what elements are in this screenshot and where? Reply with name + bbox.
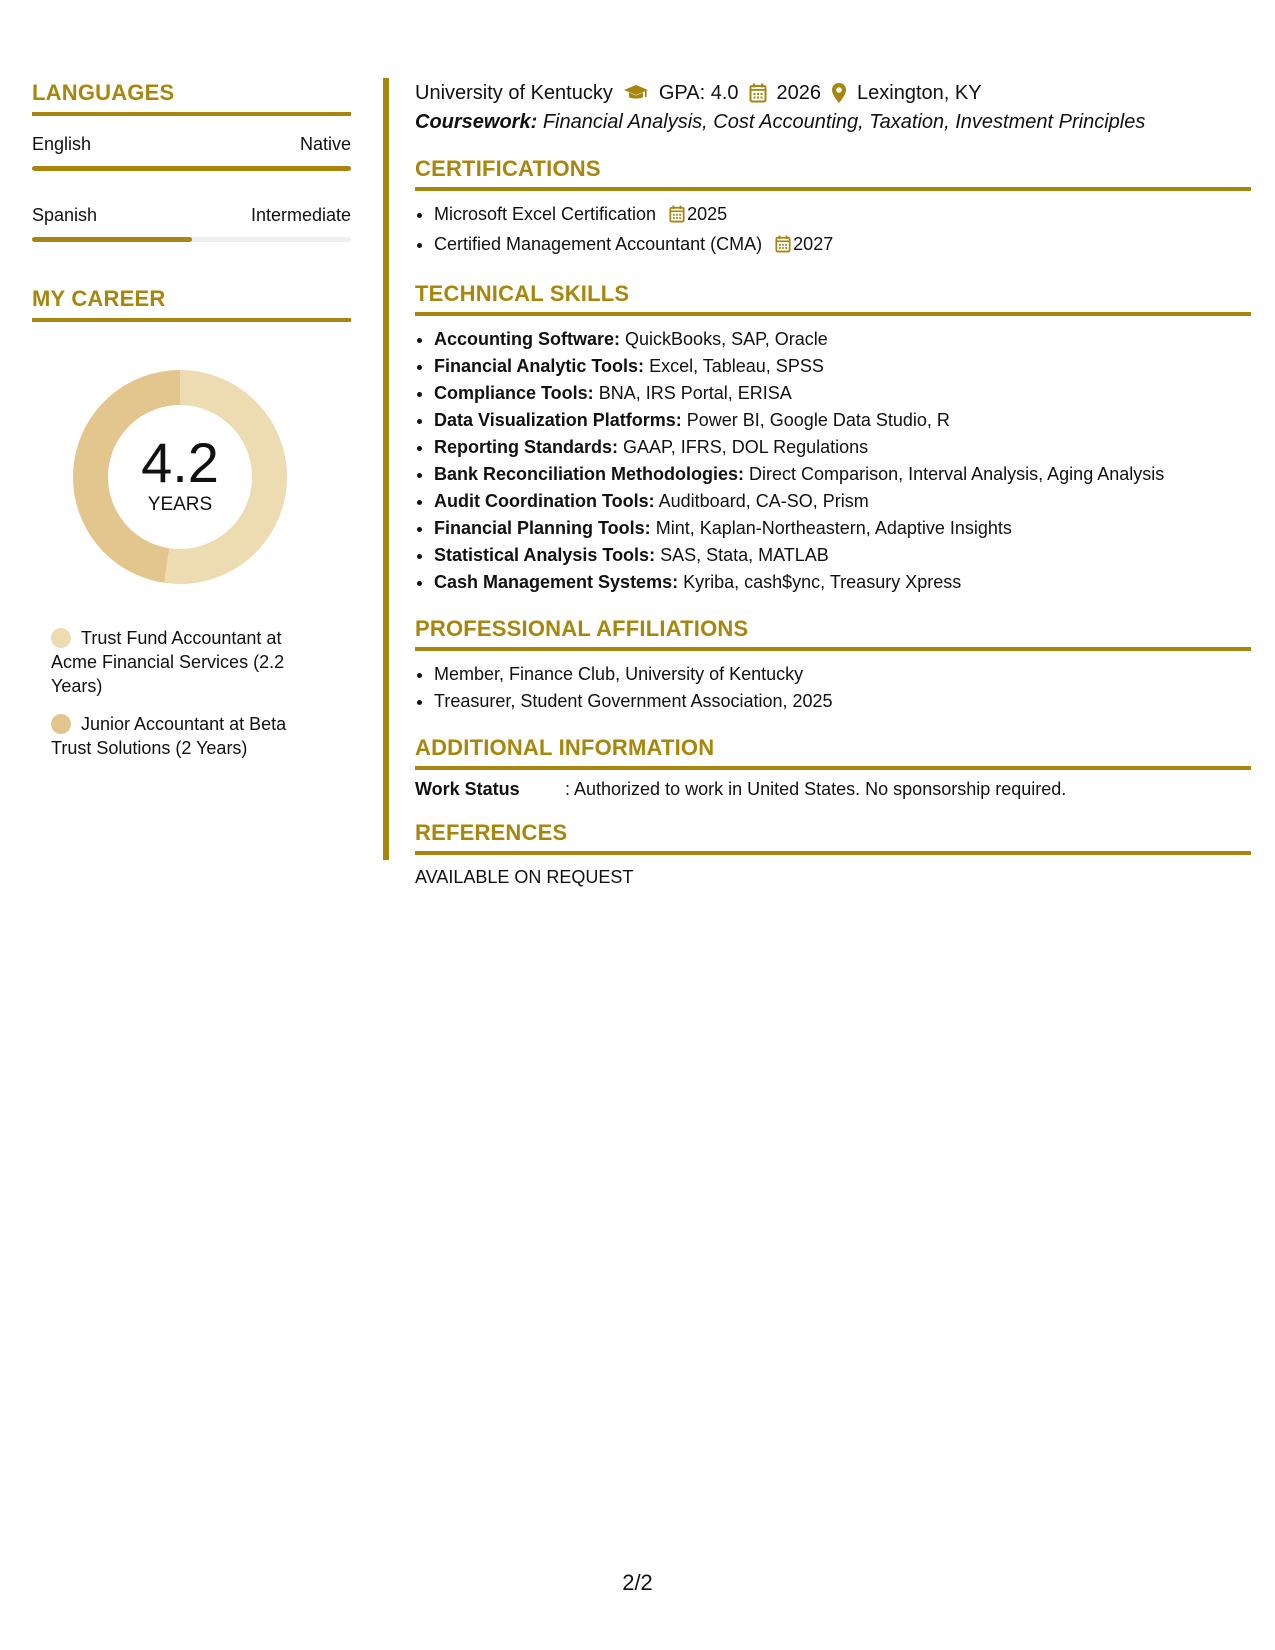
- references-text: AVAILABLE ON REQUEST: [415, 867, 634, 887]
- skill-value: GAAP, IFRS, DOL Regulations: [623, 437, 869, 457]
- skill-value: Direct Comparison, Interval Analysis, Aging Analysis: [749, 464, 1165, 484]
- legend-item: [51, 712, 321, 760]
- certification-item: [434, 201, 1251, 231]
- skill-label: Data Visualization Platforms:: [434, 410, 682, 430]
- skill-value: Mint, Kaplan-Northeastern, Adaptive Insights: [655, 518, 1012, 538]
- skill-value: Excel, Tableau, SPSS: [649, 356, 824, 376]
- column-divider: [383, 78, 389, 860]
- legend-dot: [51, 714, 71, 734]
- skill-label: Financial Planning Tools:: [434, 518, 651, 538]
- skill-item: [434, 434, 1251, 461]
- skill-label: Compliance Tools:: [434, 383, 594, 403]
- language-proficiency-fill: [32, 237, 192, 242]
- career-donut-chart: [67, 364, 293, 590]
- language-item: [32, 134, 351, 171]
- page-number: 2/2: [622, 1570, 653, 1595]
- certification-item: [434, 231, 1251, 261]
- calendar-icon: [775, 234, 791, 261]
- legend-item: [51, 626, 321, 698]
- skill-value: Auditboard, CA-SO, Prism: [658, 491, 869, 511]
- certifications-list: [415, 201, 1251, 261]
- skill-item: [434, 461, 1251, 488]
- skill-item: [434, 326, 1251, 353]
- affiliations-section: [415, 616, 1251, 715]
- language-level: Intermediate: [250, 205, 351, 225]
- graduation-year: 2026: [776, 81, 822, 104]
- donut-center: [67, 364, 293, 590]
- skill-label: Reporting Standards:: [434, 437, 619, 457]
- skill-item: [434, 515, 1251, 542]
- affiliation-item: • Member, Finance Club, University of Kentucky: [434, 661, 1251, 688]
- skill-label: Cash Management Systems:: [434, 572, 679, 592]
- career-heading: MY CAREER: [32, 286, 351, 322]
- affiliations-list: [415, 661, 1251, 715]
- skill-label: Bank Reconciliation Methodologies:: [434, 464, 745, 484]
- skill-label: Statistical Analysis Tools:: [434, 545, 656, 565]
- skill-value: Power BI, Google Data Studio, R: [686, 410, 950, 430]
- skill-value: SAS, Stata, MATLAB: [660, 545, 829, 565]
- additional-info-section: [415, 735, 1251, 800]
- left-column: [32, 80, 351, 774]
- coursework-line: [415, 111, 1251, 134]
- work-status-row: [415, 779, 1251, 800]
- skill-value: QuickBooks, SAP, Oracle: [625, 329, 828, 349]
- language-item: [32, 205, 351, 242]
- work-status-value: : Authorized to work in United States. No sponsorship required.: [565, 779, 1067, 799]
- languages-heading: LANGUAGES: [32, 80, 351, 116]
- skill-label: Financial Analytic Tools:: [434, 356, 645, 376]
- language-name: Spanish: [32, 205, 98, 225]
- additional-info-heading: ADDITIONAL INFORMATION: [415, 735, 1251, 770]
- school-name: University of Kentucky: [415, 81, 613, 104]
- affiliation-item: • Treasurer, Student Government Association, 2025: [434, 688, 1251, 715]
- certification-year: 2025: [687, 204, 728, 224]
- language-level: Native: [299, 134, 351, 154]
- language-proficiency-fill: [32, 166, 351, 171]
- graduation-cap-icon: [623, 84, 649, 102]
- skill-item: [434, 569, 1251, 596]
- skill-label: Audit Coordination Tools:: [434, 491, 655, 511]
- calendar-icon: [669, 204, 685, 231]
- gpa: GPA: 4.0: [658, 81, 739, 104]
- calendar-icon: [749, 83, 767, 103]
- certification-name: Microsoft Excel Certification: [434, 204, 657, 224]
- education-line: [415, 80, 1251, 106]
- right-column: [415, 80, 1251, 888]
- certification-year: 2027: [793, 234, 834, 254]
- career-years-unit: YEARS: [147, 494, 213, 515]
- location-pin-icon: [831, 82, 847, 104]
- language-proficiency-bar: [32, 166, 351, 171]
- skill-item: [434, 353, 1251, 380]
- career-legend: [51, 626, 321, 760]
- language-name: English: [32, 134, 92, 154]
- references-section: [415, 820, 1251, 888]
- affiliations-heading: PROFESSIONAL AFFILIATIONS: [415, 616, 1251, 651]
- certifications-section: [415, 156, 1251, 261]
- location: Lexington, KY: [857, 81, 982, 104]
- skill-item: [434, 542, 1251, 569]
- skill-value: BNA, IRS Portal, ERISA: [598, 383, 792, 403]
- references-heading: REFERENCES: [415, 820, 1251, 855]
- work-status-label: Work Status: [415, 779, 520, 799]
- coursework-label: Coursework:: [415, 111, 538, 133]
- coursework-text: Financial Analysis, Cost Accounting, Taxation, Investment Principles: [542, 111, 1146, 133]
- skill-item: [434, 488, 1251, 515]
- certification-name: Certified Management Accountant (CMA): [434, 234, 763, 254]
- skill-label: Accounting Software:: [434, 329, 621, 349]
- skill-value: Kyriba, cash$ync, Treasury Xpress: [683, 572, 962, 592]
- technical-skills-section: [415, 281, 1251, 596]
- skill-item: [434, 407, 1251, 434]
- languages-list: [32, 134, 351, 242]
- legend-dot: [51, 628, 71, 648]
- certifications-heading: CERTIFICATIONS: [415, 156, 1251, 191]
- language-proficiency-bar: [32, 237, 351, 242]
- legend-label: Trust Fund Accountant at Acme Financial Services (2.2 Years): [51, 628, 285, 696]
- technical-skills-list: [415, 326, 1251, 596]
- legend-label: Junior Accountant at Beta Trust Solutions (2 Years): [51, 714, 287, 758]
- career-years-value: 4.2: [141, 431, 219, 494]
- technical-skills-heading: TECHNICAL SKILLS: [415, 281, 1251, 316]
- skill-item: [434, 380, 1251, 407]
